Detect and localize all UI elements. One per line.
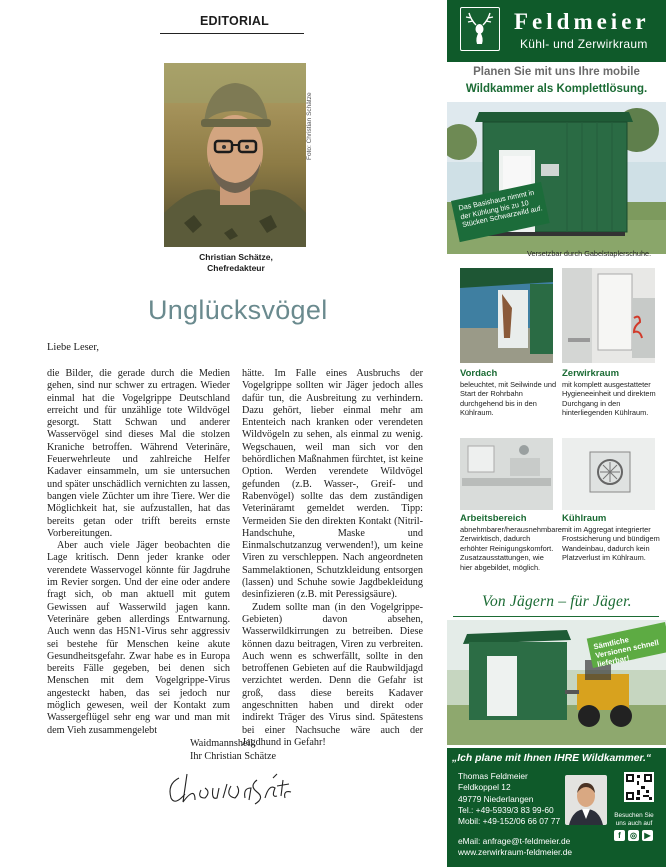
feature-text-zerwirkraum: mit komplett ausgestatteter Hygieneeinheit und direktem Durchgang in den hinterliegenden Kühlraum. (562, 380, 656, 418)
versions-badge: Sämtliche Versionen schnell lieferbar! (587, 622, 666, 668)
hero-note: Versetzbar durch Gabelstaplerschuhe. (527, 249, 652, 258)
feature-title-vordach: Vordach (460, 368, 498, 379)
photo-credit: Foto: Christian Schätze (306, 92, 313, 160)
sign-off (190, 738, 276, 763)
ad-plan-line-1: Planen Sie mit uns Ihre mobile (473, 66, 640, 78)
youtube-icon[interactable]: ▶ (642, 830, 653, 841)
instagram-icon[interactable]: ◎ (628, 830, 639, 841)
contact-online (458, 836, 572, 859)
feature-title-arbeitsbereich: Arbeitsbereich (460, 513, 527, 524)
arbeitsbereich-image (460, 438, 553, 510)
motto-underline (453, 616, 659, 617)
kuehlraum-image (562, 438, 655, 510)
handwritten-signature (165, 764, 295, 819)
feature-text-arbeitsbereich: abnehmbarer/herausnehmbarer Zerwirktisch, dadurch erhöhter Reinigungskomfort. Zusatzausstattungen, wie hier abgebildet, möglich. (460, 525, 565, 572)
social-links (614, 830, 653, 841)
body-column-left (47, 368, 230, 737)
section-label: EDITORIAL (200, 14, 269, 28)
brand-tagline: Kühl- und Zerwirkraum (520, 37, 648, 51)
paragraph: Zudem sollte man (in den Vogelgrippe-Gebieten) davon absehen, Wasserwildkirrungen zu betreiben. Diese können dazu beitragen, Viren zu verbreiten. Auch wenn es schwerfällt, sollte in den betroffenen Gebieten auf die Raubwildjagd verzichtet werden. Denn die Gefahr ist groß, dass diese bereits Kadaver angeschnitten haben und direkt oder indirekt Träger des Virus sind. Spätestens bei einer Nachsuche wäre auch der Jagdhund in Gefahr! (242, 601, 423, 748)
author-portrait (164, 63, 306, 247)
contact-street: Feldkoppel 12 (458, 782, 511, 793)
contact-city: 49779 Niederlangen (458, 793, 534, 804)
zerwirkraum-image (562, 268, 655, 363)
capacity-badge: Das Basishaus nimmt in der Kühlung bis zu 10 Stücken Schwarzwild auf. (451, 182, 550, 242)
closing-name: Ihr Christian Schätze (190, 750, 277, 762)
paragraph: Aber auch viele Jäger beobachten die Lage kritisch. Denn jeder kranke oder verendete Wasservogel könnte für Jagdruhe im Revier sorgen. Und der eine oder andere fragt sich, ob man aktuell mit gutem Gewissen auf Wasserwild jagen kann. Veterinäre geben allerdings Entwarnung. Auch wenn das H5N1-Virus sehr aggressiv sei bestehe für Menschen keine akute Gesundheitsgefahr. Zwar habe es in Europa bereits Fälle gegeben, bei denen sich Menschen mit dem Vogelgrippe-Virus angesteckt haben, das sei jedoch nur möglich gewesen, weil der Kontakt zum Wassergeflügel sehr eng war und man mit dem Vieh zusammengelebt (47, 540, 230, 736)
headline: Unglücksvögel (148, 295, 328, 325)
body-column-right (242, 368, 423, 749)
salutation: Liebe Leser, (47, 342, 100, 353)
paragraph: hätte. Im Falle eines Ausbruchs der Vogelgrippe sollten wir Jäger jedoch alles dafür tun, die Ausbreitung zu verhindern. Dazu gehört, lieber einmal mehr am Ententeich nach kranken oder verendeten Wildvögeln zu sehen, als einmal zu wenig. Wegschauen, weil man sich vor den behördlichen Maßnahmen fürchtet, ist keine Option. Werden verendete Wildvögel gefunden (z.B. Wasser-, Greif- und Rabenvögel) sollte das dem zuständigen Veterinäramt gemeldet werden. Tipp: Vermeiden Sie den direkten Kontakt (Nitril-Handschuhe, Maske und Einmalschutzanzug verwenden!), um keine Viren zu verschleppen. Nach angeordneten Sammelaktionen, Schutzkleidung entsorgen (lassen) und Schuhe sowie Jagdbekleidung desinfizieren (z.B. mit Peressigsäure). (242, 368, 423, 601)
contact-tel: Tel.: +49-5939/3 83 99-60 (458, 804, 554, 815)
portrait-caption (176, 252, 296, 274)
contact-name: Thomas Feldmeier (458, 771, 528, 781)
vordach-image (460, 268, 553, 363)
caption-role: Chefredakteur (207, 263, 265, 273)
contact-address (458, 771, 560, 827)
qr-code-icon[interactable] (624, 772, 654, 802)
contact-avatar (565, 775, 607, 825)
contact-website[interactable]: www.zerwirkraum-feldmeier.de (458, 847, 573, 858)
facebook-icon[interactable]: f (614, 830, 625, 841)
header-rule (160, 33, 304, 34)
feature-title-kuehlraum: Kühlraum (562, 513, 607, 524)
closing-greeting: Waidmannsheil, (190, 738, 256, 749)
paragraph: die Bilder, die gerade durch die Medien gehen, sind nur schwer zu ertragen. Wieder einmal hat die Vogelgrippe Deutschland erreicht und für unzählige tote Wildvögel gesorgt. Statt Schwan und anderer Wasservögel sind dieses Mal die stolzen Kraniche betroffen. Während Veterinäre, Feuerwehrleute und zahlreiche Helfer Kadaver einsammeln, um sie untersuchen und später unschädlich vernichten zu lassen, bangen viele Züchter um ihre Tiere. Wer die Möglichkeit hat, sie aufzustallen, hat das bereits getan oder trifft bereits ernste Vorbereitungen. (47, 368, 230, 539)
feature-text-vordach: beleuchtet, mit Seilwinde und Start der Rohrbahn durchgehend bis in den Kühlraum. (460, 380, 557, 418)
brand-name: Feldmeier (514, 9, 650, 34)
ad-motto: Von Jägern – für Jäger. (482, 593, 632, 610)
ad-plan-line-2: Wildkammer als Komplettlösung. (465, 83, 648, 95)
social-note: Besuchen Sie uns auch auf (614, 812, 654, 827)
ad-quote: „Ich plane mit Ihnen IHRE Wildkammer.“ (452, 753, 652, 764)
contact-mobile: Mobil: +49-152/06 66 07 77 (458, 816, 561, 827)
deer-logo-icon (460, 7, 500, 51)
feature-text-kuehlraum: mit im Aggregat integrierter Frostsicherung und bündigem Wandeinbau, dadurch kein Platzverlust im Kühlraum. (562, 525, 660, 563)
caption-name: Christian Schätze, (199, 252, 273, 262)
contact-email[interactable]: eMail: anfrage@t-feldmeier.de (458, 836, 571, 846)
feature-title-zerwirkraum: Zerwirkraum (562, 368, 620, 379)
